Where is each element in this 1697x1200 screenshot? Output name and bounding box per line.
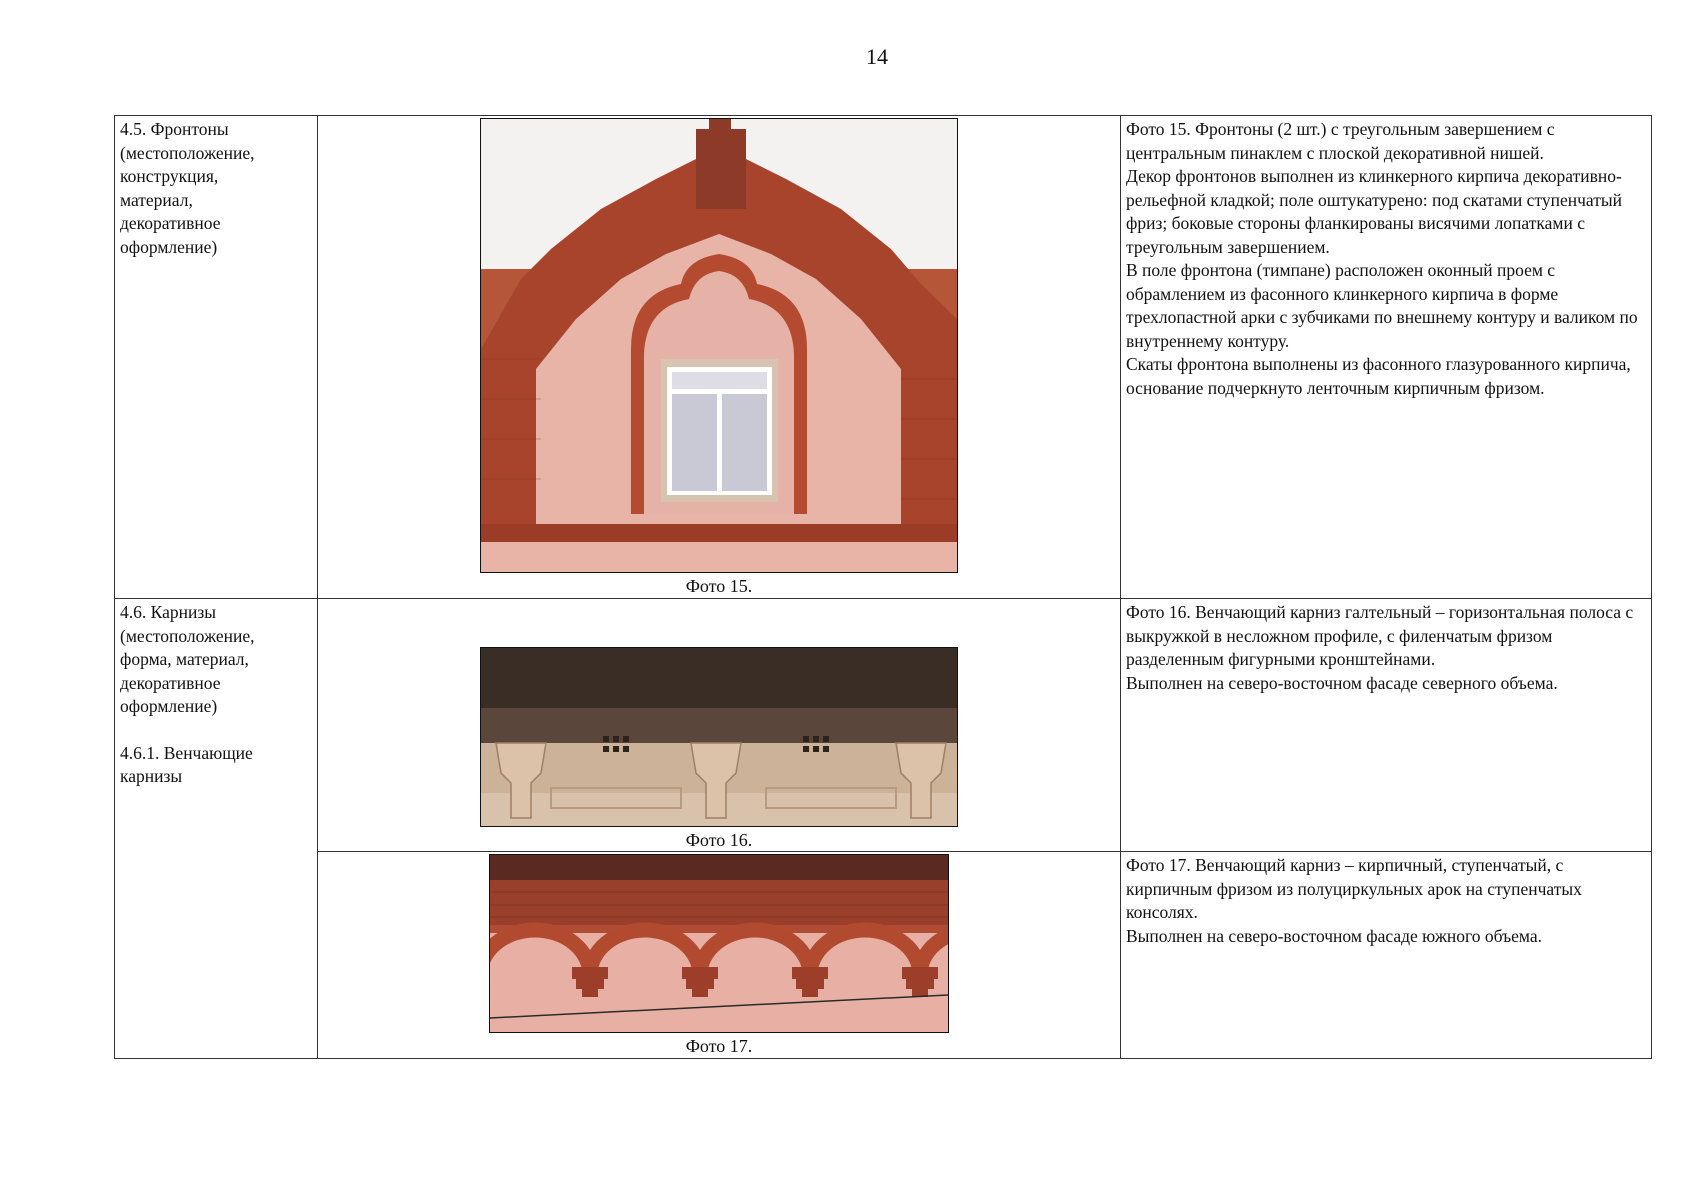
photo-cell-15 xyxy=(318,116,1121,599)
row-label-gables xyxy=(115,116,318,599)
table-row-cornices xyxy=(115,599,1652,852)
label-line: (местоположение, xyxy=(120,625,255,646)
page-number: 14 xyxy=(866,44,888,69)
description-paragraph: Выполнен на северо-восточном фасаде северного объема. xyxy=(1126,672,1558,693)
label-line: оформление) xyxy=(120,696,218,716)
label-line: 4.6. Карнизы xyxy=(120,602,216,622)
photo-cell-17 xyxy=(318,852,1121,1059)
label-line: декоративное xyxy=(120,213,221,233)
photo-cell-16 xyxy=(318,599,1121,852)
specification-table xyxy=(114,115,1652,1059)
description-paragraph: Скаты фронтона выполнены из фасонного глазурованного кирпича, основание подчеркнуто ленточным кирпичным фризом. xyxy=(1126,354,1631,398)
label-line: 4.5. Фронтоны xyxy=(120,119,229,139)
label-line: декоративное xyxy=(120,672,221,693)
row-description-cornice-17 xyxy=(1121,852,1652,1059)
photo-caption: Фото 15. xyxy=(685,576,753,596)
description-paragraph: Фото 16. Венчающий карниз галтельный – горизонтальная полоса с выкружкой в несложном профиле, с филенчатым фризом разделенным фигурными кронштейнами. xyxy=(1126,602,1634,669)
label-line: (местоположение, xyxy=(120,142,255,163)
row-description-cornice-16 xyxy=(1121,599,1652,852)
table-row-gables xyxy=(115,116,1652,599)
label-line: оформление) xyxy=(120,236,218,257)
sublabel-line: карнизы xyxy=(120,766,183,786)
description-paragraph: В поле фронтона (тимпане) расположен оконный проем с обрамлением из фасонного клинкерного кирпича в форме трехлопастной арки с зубчиками по внешнему контуру и валиком по внутреннему контуру. xyxy=(1126,260,1638,351)
cornice-brackets-photo xyxy=(480,647,958,827)
label-line: материал, xyxy=(120,189,193,210)
sublabel-line: 4.6.1. Венчающие xyxy=(120,742,253,763)
row-description-gables xyxy=(1121,116,1652,599)
description-paragraph: Выполнен на северо-восточном фасаде южного объема. xyxy=(1126,925,1543,946)
row-label-cornices xyxy=(115,599,318,1059)
brick-arch-frieze-photo xyxy=(489,854,949,1033)
photo-caption: Фото 17. xyxy=(685,1036,753,1056)
description-paragraph: Декор фронтонов выполнен из клинкерного кирпича декоративно-рельефной кладкой; поле оштукатурено: под скатами ступенчатый фриз; боковые стороны фланкированы висячими лопатками с треугольным завершением. xyxy=(1126,166,1622,257)
label-line: конструкция, xyxy=(120,166,219,186)
gable-photo xyxy=(480,118,958,573)
description-paragraph: Фото 15. Фронтоны (2 шт.) с треугольным завершением с центральным пинаклем с плоской декоративной нишей. xyxy=(1126,119,1555,163)
label-line: форма, материал, xyxy=(120,649,249,669)
table-row-cornice-17 xyxy=(115,852,1652,1059)
photo-caption: Фото 16. xyxy=(685,830,753,850)
description-paragraph: Фото 17. Венчающий карниз – кирпичный, ступенчатый, с кирпичным фризом из полуциркульных арок на ступенчатых консолях. xyxy=(1126,855,1582,922)
